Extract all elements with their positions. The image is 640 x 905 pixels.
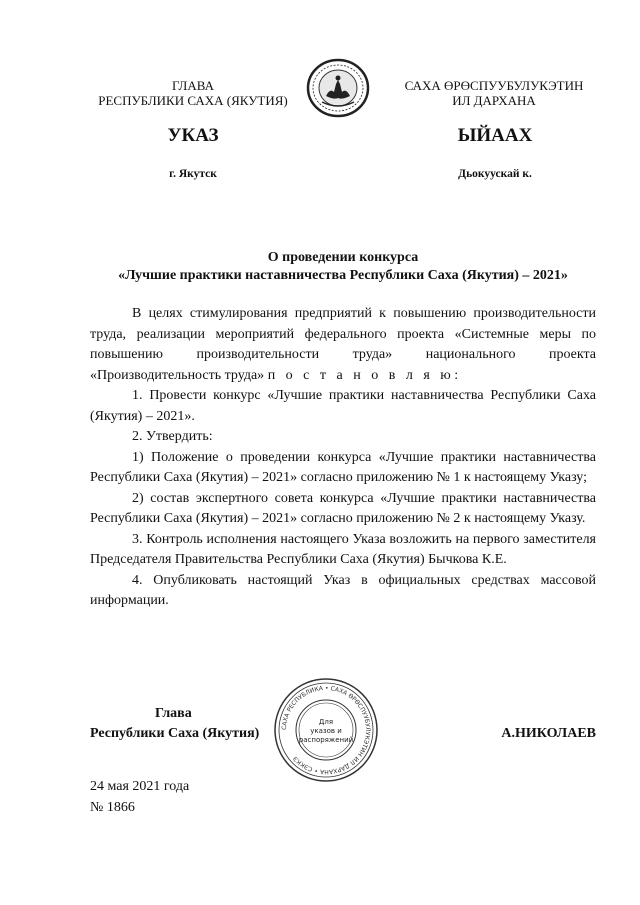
seal-text-1: Для	[318, 718, 334, 726]
seal-text-2: указов и	[310, 727, 342, 735]
preamble-decree: п о с т а н о в л я ю:	[267, 367, 462, 383]
item-3: 3. Контроль исполнения настоящего Указа возложить на первого заместителя Председателя Правительства Республики Саха (Якутия) Бычкова К.Е.	[90, 531, 596, 567]
item-2: 2. Утвердить:	[132, 429, 213, 444]
item-1: 1. Провести конкурс «Лучшие практики наставничества Республики Саха (Якутия) – 2021».	[90, 388, 596, 424]
city-left: г. Якутск	[169, 168, 217, 180]
city-right: Дьокуускай к.	[458, 168, 532, 180]
decree-number: № 1866	[90, 800, 135, 815]
header-left-line2: РЕСПУБЛИКИ САХА (ЯКУТИЯ)	[98, 93, 288, 108]
item-4: 4. Опубликовать настоящий Указ в официальных средствах массовой информации.	[90, 572, 596, 608]
doc-type-left: УКАЗ	[167, 125, 219, 146]
doc-type-right: ЫЙААХ	[457, 125, 533, 146]
decree-body	[90, 304, 596, 612]
header-left-line1: ГЛАВА	[172, 78, 214, 93]
svg-text:САХА РЕСПУБЛИКА • САХА ӨРӨСПУУ: САХА РЕСПУБЛИКА • САХА ӨРӨСПУУБУЛУКЭТИН ИЛ ДАРХАНА • СЭККЭ	[280, 684, 372, 776]
header-right-line1: САХА ӨРӨСПУУБУЛУКЭТИН	[404, 78, 584, 93]
signature-position-line2: Республики Саха (Якутия)	[90, 726, 260, 741]
header-right-line2: ИЛ ДАРХАНА	[452, 93, 536, 108]
header-right	[378, 78, 610, 108]
decree-title-line2: «Лучшие практики наставничества Республики Саха (Якутия) – 2021»	[118, 268, 568, 283]
header-left	[88, 78, 298, 108]
decree-title	[90, 249, 596, 285]
preamble	[90, 304, 596, 386]
seal-text-3: распоряжений	[298, 736, 354, 744]
item-2-2: 2) состав экспертного совета конкурса «Лучшие практики наставничества Республики Саха (Якутия) – 2021» согласно приложению № 2 к настоящему Указу.	[90, 490, 596, 526]
official-seal-icon	[272, 676, 380, 784]
decree-title-line1: О проведении конкурса	[267, 250, 419, 265]
signature-name: А.НИКОЛАЕВ	[501, 726, 596, 741]
decree-date: 24 мая 2021 года	[90, 779, 190, 794]
signature-position-line1: Глава	[155, 706, 192, 721]
preamble-text: В целях стимулирования предприятий к повышению производительности труда, реализации мероприятий федерального проекта «Системные меры по повышению производительности труда» национального проекта «Производительность труда»	[90, 306, 596, 383]
item-2-1: 1) Положение о проведении конкурса «Лучшие практики наставничества Республики Саха (Якутия) – 2021» согласно приложению № 1 к настоящему Указу;	[90, 449, 596, 485]
coat-of-arms-icon	[302, 58, 374, 118]
